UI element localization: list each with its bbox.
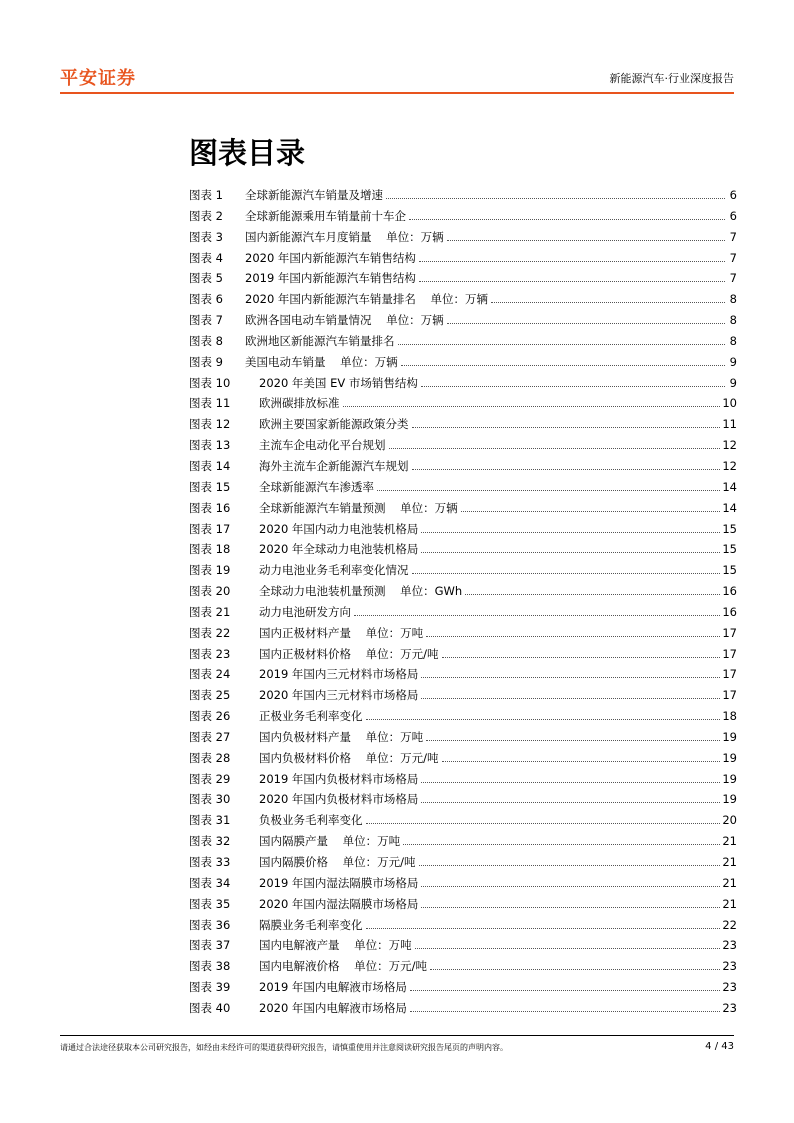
toc-figure-title: 2019 年国内三元材料市场格局 xyxy=(259,667,419,682)
toc-figure-title: 2019 年国内湿法隔膜市场格局 xyxy=(259,875,419,890)
toc-figure-title: 2020 年全球动力电池装机格局 xyxy=(259,542,419,557)
toc-figure-number: 图表 35 xyxy=(189,896,231,911)
toc-page-number: 12 xyxy=(722,438,737,453)
toc-figure-title: 欧洲各国电动车销量情况 单位：万辆 xyxy=(245,313,444,328)
toc-leader-dots xyxy=(491,302,725,303)
toc-leader-dots xyxy=(403,844,720,845)
toc-leader-dots xyxy=(465,594,720,595)
toc-figure-title: 主流车企电动化平台规划 xyxy=(259,438,386,453)
toc-entry[interactable] xyxy=(189,416,737,437)
toc-figure-number: 图表 25 xyxy=(189,688,231,703)
toc-leader-dots xyxy=(410,1011,720,1012)
toc-figure-title: 国内新能源汽车月度销量 单位：万辆 xyxy=(245,229,444,244)
toc-figure-number: 图表 3 xyxy=(189,229,223,244)
toc-figure-number: 图表 23 xyxy=(189,646,231,661)
toc-page-number: 7 xyxy=(729,271,737,286)
toc-figure-number: 图表 21 xyxy=(189,604,231,619)
toc-page-number: 20 xyxy=(722,813,737,828)
toc-page-number: 19 xyxy=(722,792,737,807)
toc-page-number: 8 xyxy=(729,292,737,307)
toc-leader-dots xyxy=(426,740,720,741)
toc-figure-number: 图表 28 xyxy=(189,750,231,765)
toc-figure-title: 2019 年国内新能源汽车销售结构 xyxy=(245,271,416,286)
toc-leader-dots xyxy=(366,928,721,929)
toc-entry[interactable] xyxy=(189,833,737,854)
toc-figure-title: 全球新能源乘用车销量前十车企 xyxy=(245,208,406,223)
toc-entry[interactable] xyxy=(189,291,737,312)
toc-figure-number: 图表 36 xyxy=(189,917,231,932)
toc-figure-number: 图表 5 xyxy=(189,271,223,286)
toc-entry[interactable] xyxy=(189,666,737,687)
toc-figure-title: 2019 年国内电解液市场格局 xyxy=(259,980,407,995)
toc-figure-number: 图表 14 xyxy=(189,458,231,473)
toc-page-number: 14 xyxy=(722,479,737,494)
toc-figure-number: 图表 40 xyxy=(189,1000,231,1015)
toc-figure-number: 图表 16 xyxy=(189,500,231,515)
toc-figure-title: 全球新能源汽车渗透率 xyxy=(259,479,374,494)
toc-entry[interactable] xyxy=(189,500,737,521)
toc-figure-number: 图表 12 xyxy=(189,417,231,432)
toc-figure-number: 图表 32 xyxy=(189,834,231,849)
toc-entry[interactable] xyxy=(189,750,737,771)
toc-entry[interactable] xyxy=(189,458,737,479)
toc-page-number: 7 xyxy=(729,250,737,265)
toc-entry[interactable] xyxy=(189,521,737,542)
toc-figure-title: 国内电解液价格 单位：万元/吨 xyxy=(259,959,427,974)
toc-figure-title: 国内隔膜价格 单位：万元/吨 xyxy=(259,855,416,869)
toc-page-number: 18 xyxy=(722,709,737,724)
toc-leader-dots xyxy=(442,761,721,762)
toc-leader-dots xyxy=(419,261,725,262)
toc-entry[interactable] xyxy=(189,854,737,875)
toc-entry[interactable] xyxy=(189,917,737,938)
toc-figure-number: 图表 38 xyxy=(189,959,231,974)
toc-leader-dots xyxy=(419,865,721,866)
page-number: 4 / 43 xyxy=(705,1041,734,1052)
toc-figure-number: 图表 39 xyxy=(189,980,231,995)
toc-entry[interactable] xyxy=(189,896,737,917)
toc-entry[interactable] xyxy=(189,583,737,604)
toc-page-number: 12 xyxy=(722,458,737,473)
toc-entry[interactable] xyxy=(189,208,737,229)
toc-figure-title: 隔膜业务毛利率变化 xyxy=(259,917,363,932)
toc-figure-title: 欧洲碳排放标准 xyxy=(259,396,340,411)
toc-entry[interactable] xyxy=(189,375,737,396)
toc-figure-title: 国内正极材料产量 单位：万吨 xyxy=(259,625,424,640)
toc-figure-number: 图表 37 xyxy=(189,938,231,953)
toc-figure-number: 图表 26 xyxy=(189,709,231,724)
toc-entry[interactable] xyxy=(189,354,737,375)
toc-figure-number: 图表 20 xyxy=(189,584,231,599)
toc-leader-dots xyxy=(421,698,720,699)
toc-leader-dots xyxy=(412,427,721,428)
toc-page-number: 22 xyxy=(722,917,737,932)
toc-entry[interactable] xyxy=(189,479,737,500)
toc-figure-title: 2020 年国内电解液市场格局 xyxy=(259,1000,407,1015)
toc-page-number: 9 xyxy=(729,375,737,390)
toc-leader-dots xyxy=(419,281,725,282)
toc-leader-dots xyxy=(442,657,721,658)
toc-leader-dots xyxy=(409,219,725,220)
toc-page-number: 14 xyxy=(722,500,737,515)
toc-figure-title: 欧洲地区新能源汽车销量排名 xyxy=(245,333,395,348)
toc-leader-dots xyxy=(410,990,720,991)
toc-leader-dots xyxy=(412,573,721,574)
toc-figure-title: 国内正极材料价格 单位：万元/吨 xyxy=(259,646,439,661)
toc-page-number: 19 xyxy=(722,771,737,786)
toc-entry[interactable] xyxy=(189,937,737,958)
header-divider xyxy=(60,92,734,94)
toc-leader-dots xyxy=(421,386,725,387)
toc-entry[interactable] xyxy=(189,687,737,708)
toc-page-number: 16 xyxy=(722,584,737,599)
toc-page-number: 17 xyxy=(722,667,737,682)
toc-figure-title: 全球新能源汽车销量及增速 xyxy=(245,188,383,202)
toc-figure-title: 正极业务毛利率变化 xyxy=(259,709,363,724)
toc-figure-number: 图表 6 xyxy=(189,292,223,307)
toc-page-number: 15 xyxy=(722,542,737,557)
toc-page-number: 21 xyxy=(722,834,737,849)
toc-leader-dots xyxy=(389,448,721,449)
toc-leader-dots xyxy=(447,323,725,324)
toc-figure-number: 图表 30 xyxy=(189,792,231,807)
toc-figure-title: 国内负极材料产量 单位：万吨 xyxy=(259,729,424,744)
toc-leader-dots xyxy=(398,344,726,345)
toc-entry[interactable] xyxy=(189,646,737,667)
toc-figure-number: 图表 17 xyxy=(189,521,231,536)
toc-entry[interactable] xyxy=(189,875,737,896)
toc-leader-dots xyxy=(415,948,721,949)
toc-page-number: 8 xyxy=(729,313,737,328)
toc-leader-dots xyxy=(421,532,720,533)
toc-figure-number: 图表 33 xyxy=(189,855,231,869)
toc-figure-number: 图表 10 xyxy=(189,375,231,390)
toc-entry[interactable] xyxy=(189,708,737,729)
toc-figure-number: 图表 1 xyxy=(189,188,223,202)
toc-figure-title: 2019 年国内负极材料市场格局 xyxy=(259,771,419,786)
toc-page-number: 10 xyxy=(722,396,737,411)
toc-leader-dots xyxy=(421,782,720,783)
toc-entry[interactable] xyxy=(189,729,737,750)
toc-entry[interactable] xyxy=(189,958,737,979)
toc-figure-title: 国内电解液产量 单位：万吨 xyxy=(259,938,412,953)
toc-figure-number: 图表 27 xyxy=(189,729,231,744)
toc-entry[interactable] xyxy=(189,791,737,812)
toc-figure-title: 国内负极材料价格 单位：万元/吨 xyxy=(259,750,439,765)
toc-page-number: 17 xyxy=(722,646,737,661)
toc-leader-dots xyxy=(386,198,725,199)
toc-page-number: 7 xyxy=(729,229,737,244)
toc-entry[interactable] xyxy=(189,333,737,354)
toc-entry[interactable] xyxy=(189,812,737,833)
toc-entry[interactable] xyxy=(189,541,737,562)
toc-figure-title: 动力电池业务毛利率变化情况 xyxy=(259,563,409,578)
toc-page-number: 17 xyxy=(722,688,737,703)
toc-figure-title: 2020 年美国 EV 市场销售结构 xyxy=(259,375,418,390)
toc-entry[interactable] xyxy=(189,312,737,333)
toc-figure-title: 2020 年国内湿法隔膜市场格局 xyxy=(259,896,419,911)
toc-figure-number: 图表 19 xyxy=(189,563,231,578)
toc-leader-dots xyxy=(343,406,721,407)
toc-entry[interactable] xyxy=(189,270,737,291)
toc-page-number: 9 xyxy=(729,354,737,369)
toc-figure-number: 图表 18 xyxy=(189,542,231,557)
toc-page-number: 23 xyxy=(722,938,737,953)
toc-figure-title: 2020 年国内动力电池装机格局 xyxy=(259,521,419,536)
toc-figure-number: 图表 34 xyxy=(189,875,231,890)
toc-entry[interactable] xyxy=(189,562,737,583)
toc-figure-number: 图表 31 xyxy=(189,813,231,828)
toc-leader-dots xyxy=(354,615,720,616)
toc-figure-title: 欧洲主要国家新能源政策分类 xyxy=(259,417,409,432)
toc-leader-dots xyxy=(421,802,720,803)
toc-figure-number: 图表 22 xyxy=(189,625,231,640)
toc-leader-dots xyxy=(412,469,721,470)
toc-leader-dots xyxy=(421,677,720,678)
toc-figure-title: 2020 年国内三元材料市场格局 xyxy=(259,688,419,703)
company-logo: 平安证券 xyxy=(60,68,136,89)
toc-page-number: 15 xyxy=(722,563,737,578)
toc-figure-number: 图表 2 xyxy=(189,208,223,223)
toc-page-number: 23 xyxy=(722,959,737,974)
toc-figure-number: 图表 13 xyxy=(189,438,231,453)
toc-figure-title: 全球动力电池装机量预测 单位：GWh xyxy=(259,584,463,599)
toc-figure-title: 负极业务毛利率变化 xyxy=(259,813,363,828)
toc-figure-title: 动力电池研发方向 xyxy=(259,604,351,619)
report-type: 新能源汽车·行业深度报告 xyxy=(609,72,734,85)
footer-disclaimer: 请通过合法途径获取本公司研究报告，如经由未经许可的渠道获得研究报告，请慎重使用并注意阅读研究报告尾页的声明内容。 xyxy=(60,1043,508,1052)
toc-page-number: 8 xyxy=(729,333,737,348)
footer-divider xyxy=(60,1035,734,1036)
toc-entry[interactable] xyxy=(189,437,737,458)
toc-figure-title: 国内隔膜产量 单位：万吨 xyxy=(259,834,401,849)
toc-leader-dots xyxy=(447,240,725,241)
toc-page-number: 21 xyxy=(722,896,737,911)
toc-page-number: 16 xyxy=(722,604,737,619)
toc-entry[interactable] xyxy=(189,1000,737,1021)
toc-entry[interactable] xyxy=(189,395,737,416)
toc-page-number: 21 xyxy=(722,855,737,869)
toc-figure-number: 图表 4 xyxy=(189,250,223,265)
toc-figure-title: 2020 年国内新能源汽车销售结构 xyxy=(245,250,416,265)
toc-figure-number: 图表 15 xyxy=(189,479,231,494)
toc-leader-dots xyxy=(421,907,720,908)
toc-leader-dots xyxy=(421,886,720,887)
page-title: 图表目录 xyxy=(189,136,306,170)
toc-figure-number: 图表 7 xyxy=(189,313,223,328)
toc-page-number: 21 xyxy=(722,875,737,890)
toc-figure-number: 图表 9 xyxy=(189,354,223,369)
toc-entry[interactable] xyxy=(189,604,737,625)
toc-page-number: 19 xyxy=(722,729,737,744)
toc-page-number: 19 xyxy=(722,750,737,765)
toc-figure-title: 海外主流车企新能源汽车规划 xyxy=(259,458,409,473)
toc-figure-title: 2020 年国内负极材料市场格局 xyxy=(259,792,419,807)
toc-figure-title: 美国电动车销量 单位：万辆 xyxy=(245,354,398,369)
toc-figure-number: 图表 11 xyxy=(189,396,231,411)
toc-entry[interactable] xyxy=(189,625,737,646)
toc-figure-number: 图表 29 xyxy=(189,771,231,786)
table-of-figures xyxy=(189,187,737,1021)
toc-leader-dots xyxy=(366,719,721,720)
toc-entry[interactable] xyxy=(189,187,737,208)
toc-page-number: 11 xyxy=(722,417,737,432)
toc-leader-dots xyxy=(461,511,721,512)
toc-figure-title: 全球新能源汽车销量预测 单位：万辆 xyxy=(259,500,458,515)
toc-leader-dots xyxy=(421,552,720,553)
toc-page-number: 15 xyxy=(722,521,737,536)
toc-leader-dots xyxy=(401,365,725,366)
toc-entry[interactable] xyxy=(189,229,737,250)
toc-page-number: 17 xyxy=(722,625,737,640)
toc-entry[interactable] xyxy=(189,250,737,271)
toc-leader-dots xyxy=(366,823,721,824)
toc-leader-dots xyxy=(426,636,720,637)
toc-page-number: 6 xyxy=(729,188,737,202)
toc-figure-number: 图表 8 xyxy=(189,333,223,348)
toc-page-number: 6 xyxy=(729,208,737,223)
toc-page-number: 23 xyxy=(722,1000,737,1015)
toc-entry[interactable] xyxy=(189,979,737,1000)
toc-leader-dots xyxy=(377,490,720,491)
toc-leader-dots xyxy=(430,969,720,970)
toc-page-number: 23 xyxy=(722,980,737,995)
toc-figure-title: 2020 年国内新能源汽车销量排名 单位：万辆 xyxy=(245,292,489,307)
toc-entry[interactable] xyxy=(189,771,737,792)
toc-figure-number: 图表 24 xyxy=(189,667,231,682)
